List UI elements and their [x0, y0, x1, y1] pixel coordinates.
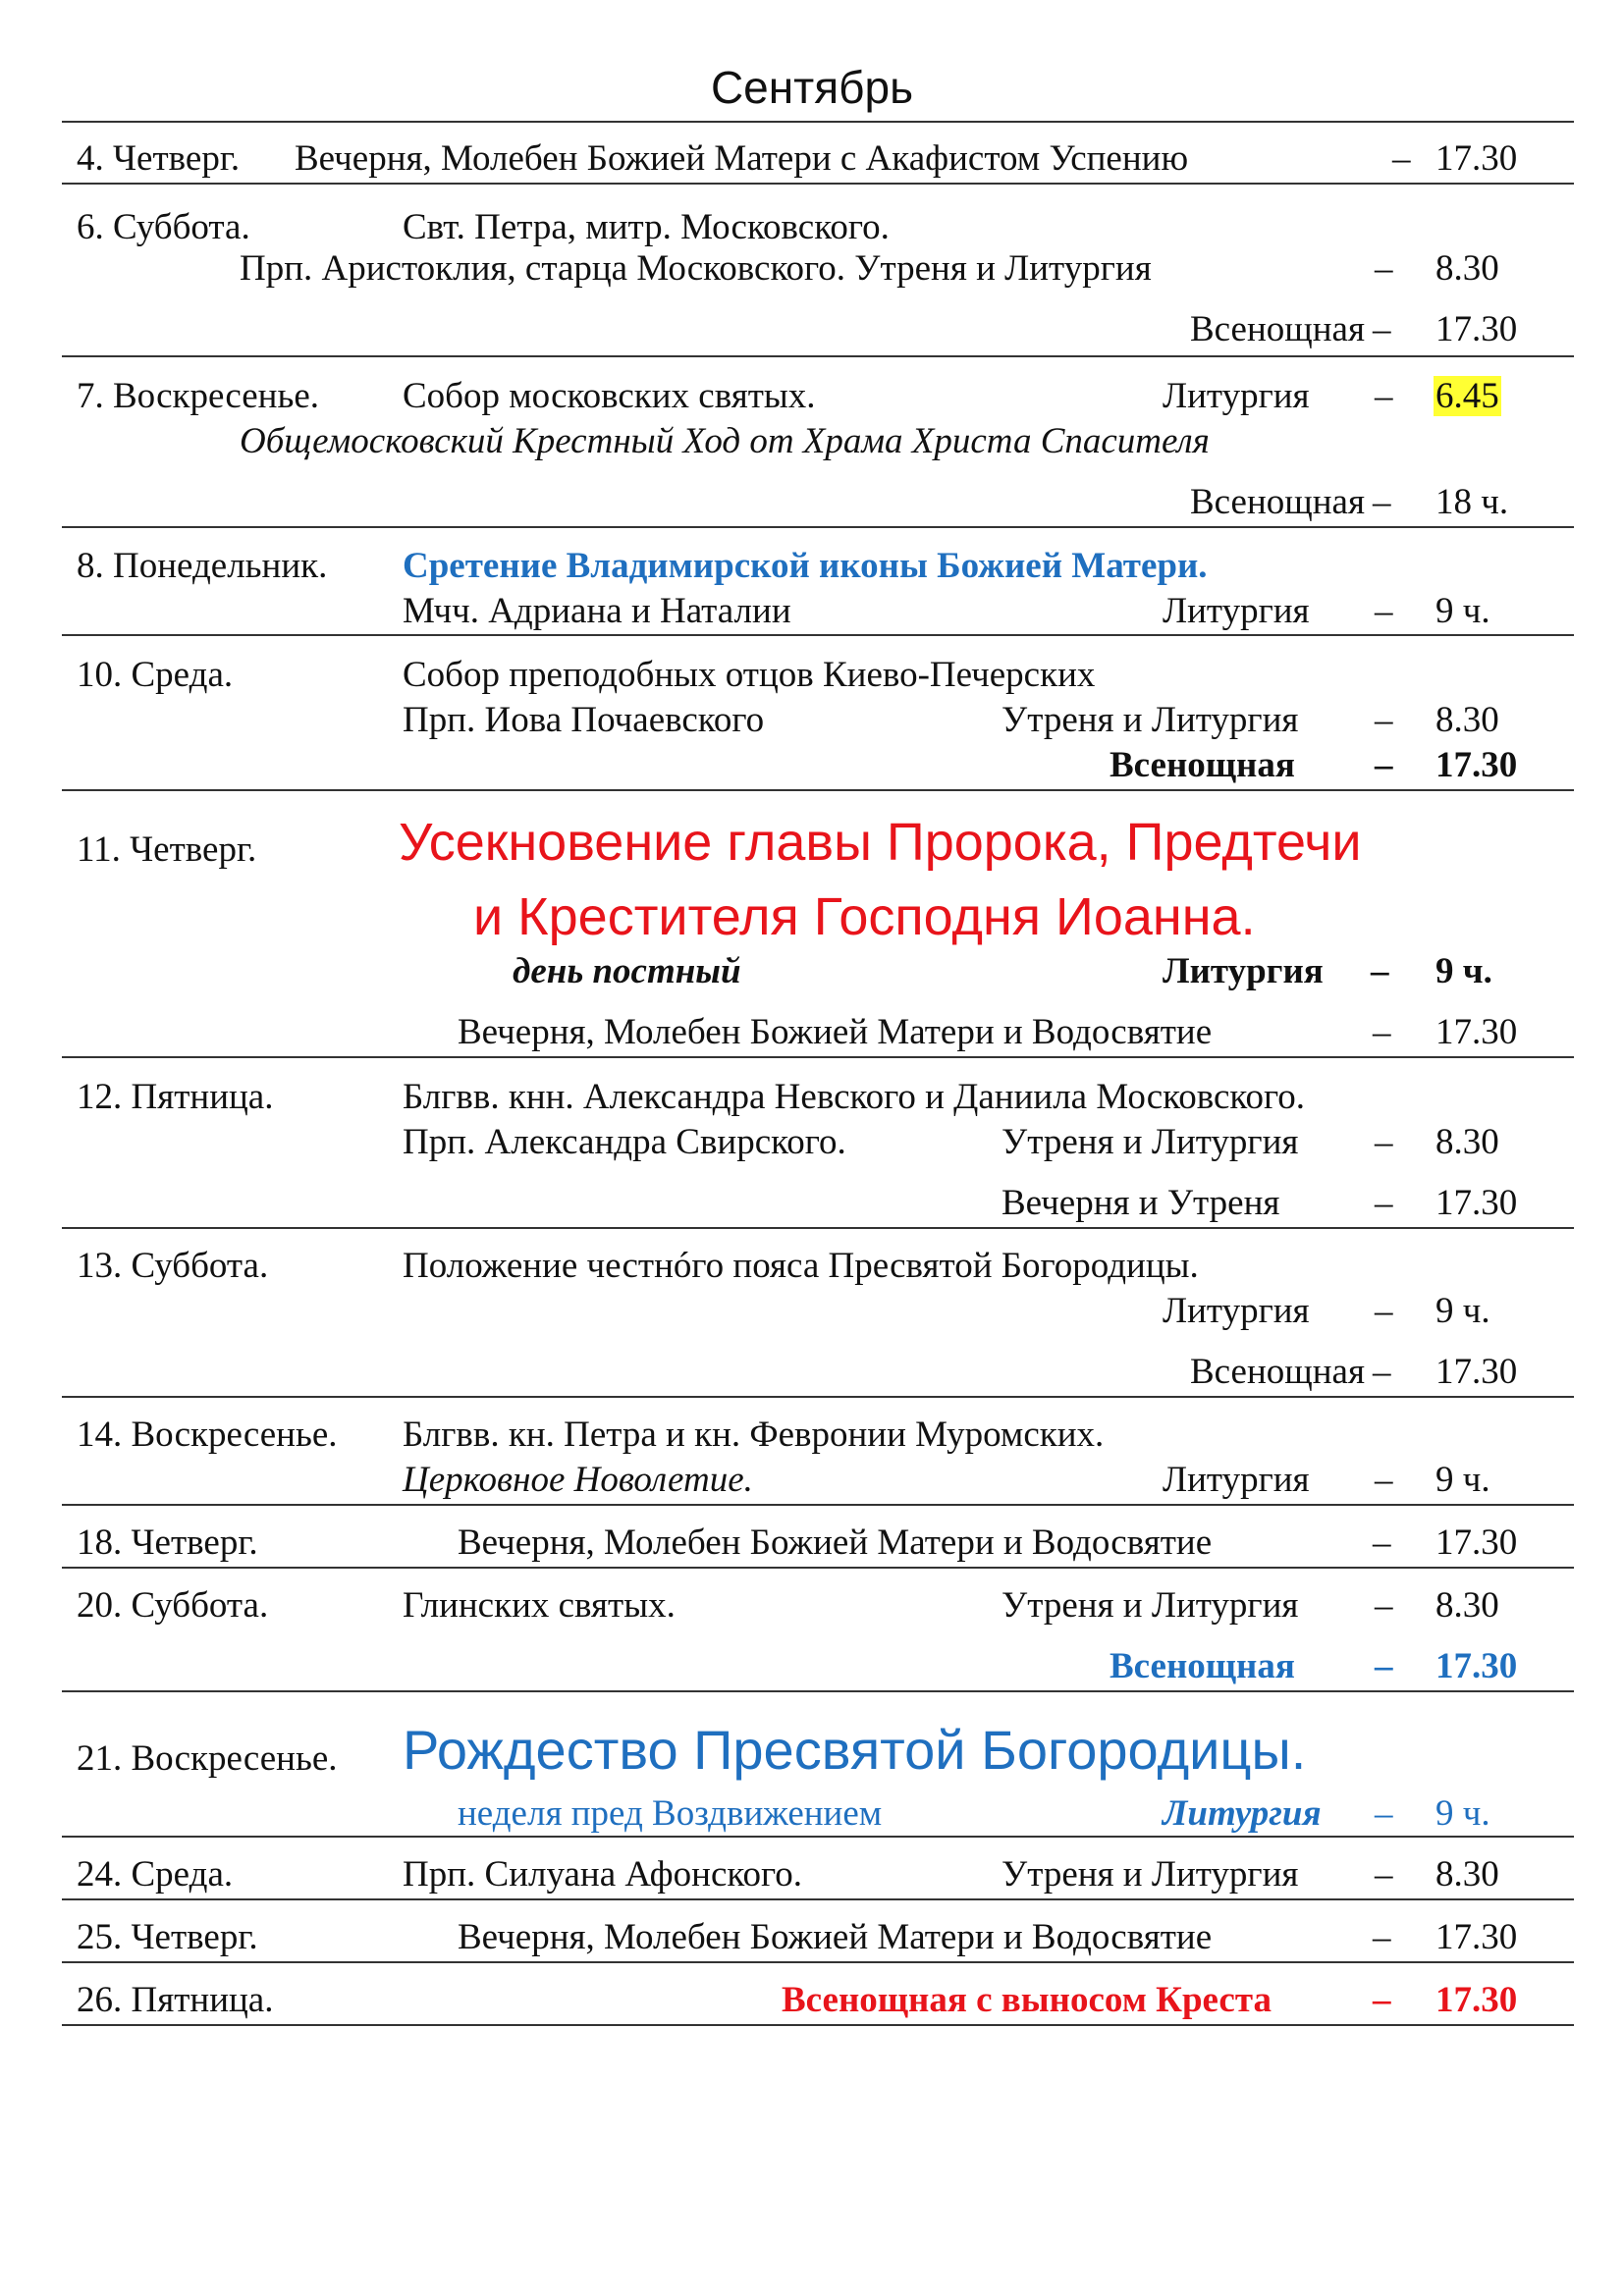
- feast-name: Блгвв. кн. Петра и кн. Февронии Муромских.: [403, 1415, 1105, 1455]
- divider: [62, 2024, 1574, 2026]
- divider: [62, 183, 1574, 185]
- divider: [62, 121, 1574, 123]
- service-time: 17.30: [1435, 1646, 1518, 1686]
- dash: –: [1375, 376, 1393, 416]
- service-time: 8.30: [1435, 1854, 1499, 1895]
- service-time: 17.30: [1435, 1012, 1518, 1052]
- dash: –: [1373, 482, 1391, 522]
- feast-title: и Крестителя Господня Иоанна.: [473, 887, 1256, 946]
- dash: –: [1375, 591, 1393, 631]
- day-label: 24. Среда.: [77, 1854, 234, 1895]
- service-name: Всенощная: [1189, 309, 1365, 349]
- feast-title: Усекновение главы Пророка, Предтечи: [399, 813, 1362, 872]
- day-label: 7. Воскресенье.: [77, 376, 319, 416]
- feast-name: Глинских святых.: [403, 1585, 676, 1626]
- day-label: 26. Пятница.: [77, 1980, 274, 2020]
- dash: –: [1373, 309, 1391, 349]
- service-time: 8.30: [1435, 700, 1499, 740]
- service-name: Вечерня, Молебен Божией Матери и Водосвятие: [458, 1917, 1213, 1957]
- day-label: 6. Суббота.: [77, 207, 250, 247]
- divider: [62, 1056, 1574, 1058]
- event-note: Общемосковский Крестный Ход от Храма Христа Спасителя: [240, 421, 1210, 461]
- dash: –: [1373, 1917, 1391, 1957]
- dash: –: [1373, 1980, 1391, 2020]
- dash: –: [1373, 1352, 1391, 1392]
- saint-name: Прп. Аристоклия, старца Московского. Утреня и Литургия: [240, 248, 1152, 289]
- service-name: Литургия: [1163, 1460, 1310, 1500]
- service-name: Всенощная: [1110, 1646, 1295, 1686]
- feast-title: Рождество Пресвятой Богородицы.: [403, 1719, 1307, 1781]
- dash: –: [1375, 1291, 1393, 1331]
- divider: [62, 634, 1574, 636]
- event-note: день постный: [513, 951, 741, 991]
- service-name: Литургия: [1163, 1291, 1310, 1331]
- service-time: 9 ч.: [1435, 591, 1490, 631]
- service-time: 17.30: [1435, 1183, 1518, 1223]
- dash: –: [1373, 1012, 1391, 1052]
- day-label: 20. Суббота.: [77, 1585, 269, 1626]
- service-name: Всенощная с выносом Креста: [782, 1980, 1272, 2020]
- divider: [62, 1836, 1574, 1838]
- service-name: Вечерня и Утреня: [1001, 1183, 1280, 1223]
- feast-name: Блгвв. кнн. Александра Невского и Даниила Московского.: [403, 1077, 1306, 1117]
- divider: [62, 1396, 1574, 1398]
- feast-name: Положение честнóго пояса Пресвятой Богородицы.: [403, 1246, 1199, 1286]
- divider: [62, 1227, 1574, 1229]
- service-time: 9 ч.: [1435, 1793, 1490, 1834]
- dash: –: [1375, 1460, 1393, 1500]
- service-name: Литургия: [1163, 591, 1310, 631]
- dash: –: [1375, 1793, 1393, 1834]
- dash: –: [1375, 1183, 1393, 1223]
- divider: [62, 355, 1574, 357]
- day-label: 4. Четверг.: [77, 138, 241, 179]
- service-time: 17.30: [1435, 1522, 1518, 1563]
- feast-name: Свт. Петра, митр. Московского.: [403, 207, 890, 247]
- saint-name: Прп. Иова Почаевского: [403, 700, 765, 740]
- service-time: 9 ч.: [1435, 951, 1492, 991]
- service-time: 17.30: [1435, 309, 1518, 349]
- feast-name: Сретение Владимирской иконы Божией Матери.: [403, 546, 1208, 586]
- service-name: Утреня и Литургия: [1001, 1122, 1299, 1162]
- dash: –: [1375, 1854, 1393, 1895]
- day-label: 12. Пятница.: [77, 1077, 274, 1117]
- day-label: 25. Четверг.: [77, 1917, 258, 1957]
- service-time: 8.30: [1435, 248, 1499, 289]
- service-name: Вечерня, Молебен Божией Матери с Акафистом Успению: [295, 138, 1189, 179]
- page-title: Сентябрь: [710, 62, 914, 113]
- service-name: Всенощная: [1110, 745, 1295, 785]
- feast-name: Собор преподобных отцов Киево-Печерских: [403, 655, 1096, 695]
- service-name: Вечерня, Молебен Божией Матери и Водосвятие: [458, 1012, 1213, 1052]
- service-time: 9 ч.: [1435, 1291, 1490, 1331]
- divider: [62, 1567, 1574, 1569]
- day-label: 11. Четверг.: [77, 829, 257, 870]
- divider: [62, 1504, 1574, 1506]
- dash: –: [1375, 700, 1393, 740]
- feast-name: Прп. Силуана Афонского.: [403, 1854, 802, 1895]
- dash: –: [1373, 1522, 1391, 1563]
- day-label: 14. Воскресенье.: [77, 1415, 338, 1455]
- service-name: Литургия: [1163, 376, 1310, 416]
- dash: –: [1375, 1646, 1393, 1686]
- service-name: Литургия: [1163, 1793, 1322, 1834]
- day-label: 18. Четверг.: [77, 1522, 258, 1563]
- service-time: 18 ч.: [1435, 482, 1509, 522]
- service-name: Утреня и Литургия: [1001, 1585, 1299, 1626]
- service-time: 17.30: [1435, 1917, 1518, 1957]
- service-time: 8.30: [1435, 1122, 1499, 1162]
- day-label: 8. Понедельник.: [77, 546, 328, 586]
- service-time: 17.30: [1435, 138, 1518, 179]
- service-time: 17.30: [1435, 745, 1518, 785]
- service-time: 8.30: [1435, 1585, 1499, 1626]
- dash: –: [1375, 1122, 1393, 1162]
- dash: –: [1371, 951, 1389, 991]
- day-label: 10. Среда.: [77, 655, 234, 695]
- divider: [62, 1898, 1574, 1900]
- service-name: Утреня и Литургия: [1001, 700, 1299, 740]
- service-time: 17.30: [1435, 1352, 1518, 1392]
- saint-name: Прп. Александра Свирского.: [403, 1122, 846, 1162]
- day-label: 13. Суббота.: [77, 1246, 269, 1286]
- service-name: Всенощная: [1189, 482, 1365, 522]
- divider: [62, 789, 1574, 791]
- saint-name: Мчч. Адриана и Наталии: [403, 591, 791, 631]
- dash: –: [1375, 248, 1393, 289]
- service-time: 17.30: [1435, 1980, 1518, 2020]
- feast-name: Собор московских святых.: [403, 376, 816, 416]
- divider: [62, 1690, 1574, 1692]
- day-label: 21. Воскресенье.: [77, 1738, 338, 1779]
- event-note: Церковное Новолетие.: [403, 1460, 753, 1500]
- service-time: 6.45: [1435, 376, 1499, 416]
- service-name: Вечерня, Молебен Божией Матери и Водосвятие: [458, 1522, 1213, 1563]
- dash: –: [1375, 745, 1393, 785]
- divider: [62, 526, 1574, 528]
- divider: [62, 1961, 1574, 1963]
- service-time: 9 ч.: [1435, 1460, 1490, 1500]
- event-note: неделя пред Воздвижением: [458, 1793, 883, 1834]
- service-name: Литургия: [1163, 951, 1324, 991]
- service-name: Всенощная: [1189, 1352, 1365, 1392]
- dash: –: [1392, 138, 1411, 179]
- service-name: Утреня и Литургия: [1001, 1854, 1299, 1895]
- dash: –: [1375, 1585, 1393, 1626]
